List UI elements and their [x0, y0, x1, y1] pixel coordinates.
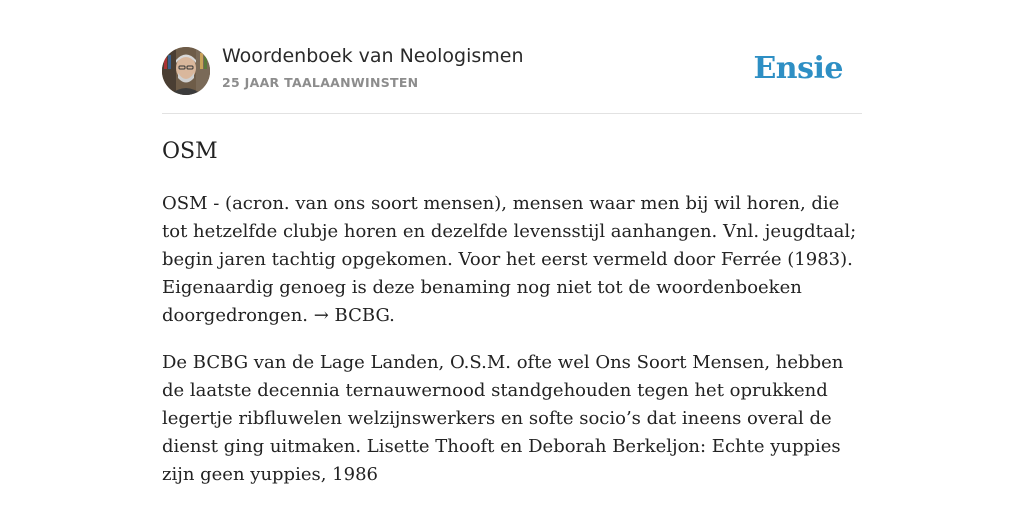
page — [162, 0, 862, 485]
author-portrait-icon — [162, 47, 210, 95]
ensie-logo[interactable]: Ensie — [753, 51, 843, 86]
avatar[interactable] — [162, 47, 210, 95]
entry-definition: OSM - (acron. van ons soort mensen), mensen waar men bij wil horen, die tot hetzelfde clubje horen en dezelfde levensstijl aanhangen. Vnl. jeugdtaal; begin jaren tachtig opgekomen. Voor het eerst vermeld door Ferrée (1983). Eigenaardig genoeg is deze benaming nog niet tot de woordenboeken doorgedrongen. → BCBG. — [162, 193, 857, 326]
dictionary-subtitle: 25 JAAR TAALAANWINSTEN — [222, 75, 419, 90]
dictionary-title[interactable]: Woordenboek van Neologismen — [222, 45, 524, 67]
entry-quote: De BCBG van de Lage Landen, O.S.M. ofte wel Ons Soort Mensen, hebben de laatste decennia ternauwernood standgehouden tegen het oprukkend legertje ribfluwelen welzijnswerkers en softe socio’s dat ineens overal de dienst ging uitmaken. Lisette Thooft en Deborah Berkeljon: Echte yuppies zijn geen yuppies, 1986 — [162, 352, 844, 485]
header — [162, 0, 862, 114]
entry-headword: OSM — [162, 139, 218, 164]
